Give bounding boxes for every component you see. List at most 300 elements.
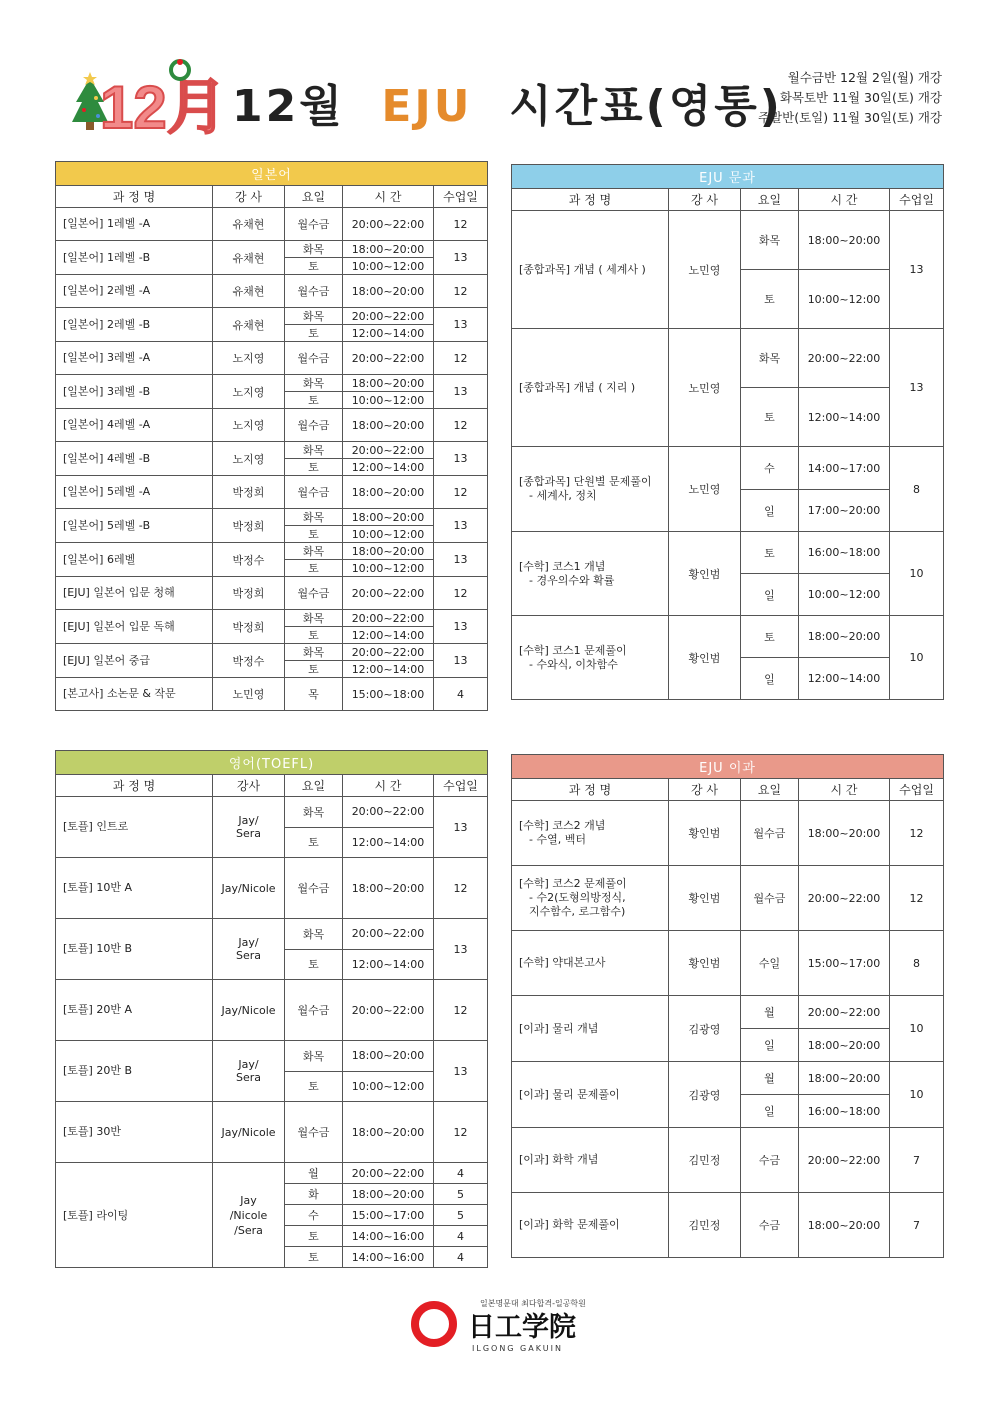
teacher: 황인범 <box>669 931 741 996</box>
class-days: 일 <box>741 1029 799 1062</box>
course-title: [수학] 코스1 개념 <box>519 559 606 573</box>
class-time: 12:00~14:00 <box>799 658 890 700</box>
table-row <box>512 616 944 658</box>
english-schedule-table <box>55 750 488 1268</box>
class-days: 화목 <box>741 211 799 270</box>
course-name <box>512 801 669 866</box>
class-time: 16:00~18:00 <box>799 1095 890 1128</box>
section-title: EJU 이과 <box>512 755 944 779</box>
class-count: 12 <box>434 409 488 442</box>
teacher: 김민정 <box>669 1128 741 1193</box>
course-subtitle: - 세계사, 정치 <box>529 489 597 502</box>
class-count: 12 <box>890 801 944 866</box>
class-count: 12 <box>890 866 944 931</box>
teacher: Jay/Nicole <box>213 858 285 919</box>
course-name <box>56 543 213 577</box>
course-name <box>56 308 213 342</box>
class-count: 12 <box>434 476 488 509</box>
class-time: 20:00~22:00 <box>343 208 434 241</box>
class-days: 수금 <box>741 1128 799 1193</box>
teacher: 박정희 <box>213 509 285 543</box>
class-time: 12:00~14:00 <box>343 627 434 644</box>
col-day: 요일 <box>285 186 343 208</box>
class-days: 수금 <box>741 1193 799 1258</box>
class-time: 20:00~22:00 <box>343 644 434 661</box>
class-time: 18:00~20:00 <box>799 211 890 270</box>
class-time: 10:00~12:00 <box>799 270 890 329</box>
class-count: 13 <box>434 241 488 275</box>
teacher: 노지영 <box>213 442 285 476</box>
class-days: 월수금 <box>285 577 343 610</box>
course-title: [이과] 화학 개념 <box>519 1153 599 1166</box>
class-count: 10 <box>890 1062 944 1128</box>
course-name <box>56 1102 213 1163</box>
table-row <box>512 211 944 270</box>
table-row <box>512 532 944 574</box>
col-teacher: 강 사 <box>213 186 285 208</box>
course-title: [수학] 코스2 문제풀이 <box>519 877 627 890</box>
class-days: 토 <box>285 827 343 858</box>
class-days: 월수금 <box>741 866 799 931</box>
table-row <box>56 919 488 950</box>
course-title: [본고사] 소논문 & 작문 <box>63 687 176 700</box>
course-name <box>512 329 669 447</box>
class-count: 8 <box>890 931 944 996</box>
class-time: 10:00~12:00 <box>343 526 434 543</box>
class-time: 20:00~22:00 <box>799 1128 890 1193</box>
class-days: 화목 <box>285 1041 343 1072</box>
course-title: [토플] 10반 B <box>63 942 132 955</box>
class-days: 화목 <box>285 797 343 828</box>
class-count: 12 <box>434 577 488 610</box>
class-days: 월수금 <box>741 801 799 866</box>
class-time: 12:00~14:00 <box>343 827 434 858</box>
col-count: 수업일 <box>890 779 944 801</box>
class-days: 일 <box>741 574 799 616</box>
course-name <box>512 931 669 996</box>
class-time: 18:00~20:00 <box>343 509 434 526</box>
course-name <box>56 442 213 476</box>
course-title: [일본어] 1레벨 -B <box>63 250 151 264</box>
teacher: 유채현 <box>213 208 285 241</box>
class-time: 20:00~22:00 <box>343 919 434 950</box>
col-time: 시 간 <box>799 189 890 211</box>
class-count: 7 <box>890 1193 944 1258</box>
class-days: 화목 <box>741 329 799 388</box>
course-title: [토플] 인트로 <box>63 820 129 833</box>
eju-liberal-schedule-table <box>511 164 944 700</box>
class-time: 20:00~22:00 <box>799 329 890 388</box>
course-title: [EJU] 일본어 입문 독해 <box>63 619 175 633</box>
teacher: Jay/ Sera <box>213 1041 285 1102</box>
course-name <box>512 616 669 700</box>
teacher: 노민영 <box>669 447 741 532</box>
class-time: 12:00~14:00 <box>343 325 434 342</box>
class-days: 화목 <box>285 644 343 661</box>
course-name <box>56 509 213 543</box>
teacher: 박정희 <box>213 610 285 644</box>
class-days: 화목 <box>285 919 343 950</box>
class-time: 18:00~20:00 <box>799 1062 890 1095</box>
class-days: 화목 <box>285 610 343 627</box>
class-days: 토 <box>741 388 799 447</box>
course-name <box>56 241 213 275</box>
course-title: [종합과목] 개념 ( 세계사 ) <box>519 262 646 276</box>
col-day: 요일 <box>285 775 343 797</box>
course-title: [종합과목] 단원별 문제풀이 <box>519 475 652 488</box>
course-title: [일본어] 5레벨 -A <box>63 485 151 498</box>
class-days: 토 <box>285 1071 343 1102</box>
class-time: 10:00~12:00 <box>343 392 434 409</box>
course-subtitle: - 경우의수와 확률 <box>529 573 615 587</box>
table-row <box>56 275 488 308</box>
teacher: Jay/ Sera <box>213 797 285 858</box>
class-days: 월수금 <box>285 342 343 375</box>
class-time: 14:00~17:00 <box>799 447 890 490</box>
class-time: 10:00~12:00 <box>343 258 434 275</box>
class-days: 화목 <box>285 308 343 325</box>
page-title: 12월 EJU 시간표(영통) <box>232 81 783 132</box>
teacher: 황인범 <box>669 801 741 866</box>
table-row <box>56 678 488 711</box>
table-row <box>512 329 944 388</box>
class-time: 20:00~22:00 <box>799 996 890 1029</box>
class-count: 12 <box>434 275 488 308</box>
class-time: 15:00~17:00 <box>343 1205 434 1226</box>
class-time: 18:00~20:00 <box>343 476 434 509</box>
col-day: 요일 <box>741 779 799 801</box>
class-time: 18:00~20:00 <box>343 858 434 919</box>
course-title: [일본어] 6레벨 <box>63 552 136 566</box>
class-days: 일 <box>741 1095 799 1128</box>
table-row <box>56 442 488 459</box>
teacher: 김광영 <box>669 996 741 1062</box>
teacher: 김민정 <box>669 1193 741 1258</box>
table-row <box>56 476 488 509</box>
class-days: 토 <box>285 459 343 476</box>
table-row <box>56 342 488 375</box>
course-title: [일본어] 4레벨 -B <box>63 451 151 465</box>
class-days: 화 <box>285 1184 343 1205</box>
class-days: 토 <box>285 258 343 275</box>
class-count: 13 <box>434 442 488 476</box>
course-title: [토플] 30반 <box>63 1125 121 1138</box>
course-name <box>56 610 213 644</box>
class-time: 12:00~14:00 <box>343 459 434 476</box>
course-title: [EJU] 일본어 중급 <box>63 653 150 667</box>
eju-science-schedule-table <box>511 754 944 1258</box>
class-time: 20:00~22:00 <box>343 797 434 828</box>
class-time: 18:00~20:00 <box>343 275 434 308</box>
course-name <box>56 342 213 375</box>
course-name <box>512 996 669 1062</box>
class-time: 18:00~20:00 <box>799 801 890 866</box>
class-time: 14:00~16:00 <box>343 1247 434 1268</box>
footer-tagline: 일본명문대 최다합격-일공학원 <box>480 1299 586 1308</box>
col-count: 수업일 <box>434 775 488 797</box>
class-count: 12 <box>434 208 488 241</box>
class-time: 20:00~22:00 <box>343 442 434 459</box>
table-row <box>56 644 488 661</box>
class-time: 18:00~20:00 <box>343 375 434 392</box>
table-row <box>56 797 488 828</box>
course-name <box>56 858 213 919</box>
course-name <box>56 577 213 610</box>
course-name: [토플] 라이팅 <box>56 1163 213 1268</box>
class-count: 13 <box>434 308 488 342</box>
teacher: 김광영 <box>669 1062 741 1128</box>
teacher: 박정수 <box>213 644 285 678</box>
teacher: 노민영 <box>213 678 285 711</box>
class-count: 13 <box>434 509 488 543</box>
class-count: 4 <box>434 1226 488 1247</box>
table-row <box>56 577 488 610</box>
course-title: [일본어] 2레벨 -B <box>63 317 151 331</box>
ilgong-logo <box>410 1296 590 1356</box>
course-title: [이과] 화학 문제풀이 <box>519 1218 620 1231</box>
class-days: 화목 <box>285 375 343 392</box>
table-row <box>512 996 944 1029</box>
section-title: EJU 문과 <box>512 165 944 189</box>
course-title: [일본어] 2레벨 -A <box>63 284 151 297</box>
class-time: 10:00~12:00 <box>343 1071 434 1102</box>
japanese-schedule-table <box>55 161 488 711</box>
class-days: 토 <box>285 560 343 577</box>
course-name <box>512 866 669 931</box>
class-time: 18:00~20:00 <box>343 409 434 442</box>
course-name <box>512 1193 669 1258</box>
course-name <box>56 1041 213 1102</box>
class-time: 18:00~20:00 <box>799 1029 890 1062</box>
class-days: 화목 <box>285 241 343 258</box>
table-row <box>56 375 488 392</box>
class-days: 토 <box>285 526 343 543</box>
teacher: 유채현 <box>213 241 285 275</box>
class-days: 월수금 <box>285 275 343 308</box>
class-time: 15:00~17:00 <box>799 931 890 996</box>
class-count: 12 <box>434 342 488 375</box>
class-days: 월수금 <box>285 1102 343 1163</box>
course-name <box>512 1128 669 1193</box>
teacher: Jay/Nicole <box>213 980 285 1041</box>
class-time: 20:00~22:00 <box>799 866 890 931</box>
class-time: 12:00~14:00 <box>343 661 434 678</box>
table-row <box>56 1163 488 1184</box>
section-title: 영어(TOEFL) <box>56 751 488 775</box>
course-title: [이과] 물리 개념 <box>519 1021 599 1035</box>
notice-line: 월수금반 12월 2일(월) 개강 <box>787 70 942 85</box>
course-name <box>56 797 213 858</box>
table-row <box>512 866 944 931</box>
class-days: 수일 <box>741 931 799 996</box>
class-days: 토 <box>285 1247 343 1268</box>
class-time: 18:00~20:00 <box>343 1102 434 1163</box>
course-title: [토플] 20반 A <box>63 1003 132 1016</box>
class-count: 12 <box>434 1102 488 1163</box>
teacher: 황인범 <box>669 616 741 700</box>
table-row <box>512 1128 944 1193</box>
class-count: 10 <box>890 616 944 700</box>
teacher: 황인범 <box>669 532 741 616</box>
class-time: 10:00~12:00 <box>343 560 434 577</box>
class-days: 수 <box>741 447 799 490</box>
class-time: 20:00~22:00 <box>343 1163 434 1184</box>
table-row <box>56 858 488 919</box>
class-time: 15:00~18:00 <box>343 678 434 711</box>
class-count: 13 <box>434 797 488 858</box>
course-name <box>56 375 213 409</box>
course-title: [토플] 10반 A <box>63 881 132 894</box>
table-row <box>56 1102 488 1163</box>
class-time: 17:00~20:00 <box>799 490 890 532</box>
class-days: 월 <box>741 1062 799 1095</box>
course-name <box>56 275 213 308</box>
table-row <box>512 1193 944 1258</box>
teacher: 노지영 <box>213 375 285 409</box>
col-time: 시 간 <box>343 775 434 797</box>
section-title: 일본어 <box>56 162 488 186</box>
teacher: Jay /Nicole /Sera <box>213 1163 285 1268</box>
teacher: 박정희 <box>213 476 285 509</box>
class-days: 월수금 <box>285 980 343 1041</box>
course-name <box>56 919 213 980</box>
class-time: 20:00~22:00 <box>343 980 434 1041</box>
class-days: 일 <box>741 490 799 532</box>
teacher: 황인범 <box>669 866 741 931</box>
teacher: 노민영 <box>669 211 741 329</box>
course-title: [일본어] 5레벨 -B <box>63 518 151 532</box>
col-course: 과 정 명 <box>512 779 669 801</box>
class-days: 토 <box>285 949 343 980</box>
class-count: 13 <box>434 543 488 577</box>
course-name <box>56 208 213 241</box>
class-days: 토 <box>285 392 343 409</box>
class-count: 5 <box>434 1184 488 1205</box>
course-name <box>56 644 213 678</box>
course-name <box>56 409 213 442</box>
class-count: 13 <box>434 375 488 409</box>
class-days: 토 <box>285 661 343 678</box>
class-time: 18:00~20:00 <box>799 616 890 658</box>
course-title: [수학] 약대본고사 <box>519 956 606 969</box>
class-days: 화목 <box>285 509 343 526</box>
teacher: 박정수 <box>213 543 285 577</box>
class-count: 13 <box>434 1041 488 1102</box>
class-time: 12:00~14:00 <box>343 949 434 980</box>
course-title: [일본어] 3레벨 -B <box>63 384 151 398</box>
table-row <box>56 610 488 627</box>
class-days: 토 <box>285 325 343 342</box>
course-title: [수학] 코스2 개념 <box>519 819 606 832</box>
course-name <box>56 980 213 1041</box>
table-row <box>512 447 944 490</box>
opening-notices <box>758 68 942 128</box>
footer-logo-text: 日工学院 <box>468 1312 576 1343</box>
class-time: 18:00~20:00 <box>343 241 434 258</box>
class-count: 7 <box>890 1128 944 1193</box>
table-row <box>512 801 944 866</box>
december-logo <box>72 58 227 141</box>
class-days: 토 <box>741 616 799 658</box>
class-time: 14:00~16:00 <box>343 1226 434 1247</box>
class-count: 10 <box>890 532 944 616</box>
class-count: 4 <box>434 678 488 711</box>
table-row <box>56 308 488 325</box>
class-time: 18:00~20:00 <box>799 1193 890 1258</box>
class-count: 13 <box>434 919 488 980</box>
class-days: 화목 <box>285 543 343 560</box>
col-teacher: 강사 <box>213 775 285 797</box>
class-days: 화목 <box>285 442 343 459</box>
class-count: 10 <box>890 996 944 1062</box>
course-name <box>512 1062 669 1128</box>
class-count: 12 <box>434 980 488 1041</box>
class-time: 20:00~22:00 <box>343 577 434 610</box>
class-days: 월 <box>285 1163 343 1184</box>
notice-line: 주말반(토일) 11월 30일(토) 개강 <box>758 110 942 125</box>
table-row <box>56 409 488 442</box>
col-count: 수업일 <box>434 186 488 208</box>
class-time: 20:00~22:00 <box>343 610 434 627</box>
class-days: 월수금 <box>285 208 343 241</box>
class-days: 월수금 <box>285 409 343 442</box>
course-name <box>56 678 213 711</box>
class-days: 월수금 <box>285 476 343 509</box>
teacher: 박정희 <box>213 577 285 610</box>
course-title: [토플] 20반 B <box>63 1064 132 1077</box>
class-days: 수 <box>285 1205 343 1226</box>
class-days: 토 <box>285 627 343 644</box>
class-count: 13 <box>434 610 488 644</box>
class-time: 18:00~20:00 <box>343 1041 434 1072</box>
class-time: 12:00~14:00 <box>799 388 890 447</box>
class-count: 8 <box>890 447 944 532</box>
class-count: 4 <box>434 1163 488 1184</box>
teacher: 유채현 <box>213 275 285 308</box>
table-row <box>56 1041 488 1072</box>
class-days: 월 <box>741 996 799 1029</box>
course-title: [일본어] 3레벨 -A <box>63 351 151 364</box>
teacher: 노민영 <box>669 329 741 447</box>
class-days: 목 <box>285 678 343 711</box>
course-subtitle: - 수2(도형의방정식, 지수함수, 로그함수) <box>529 891 626 918</box>
class-time: 10:00~12:00 <box>799 574 890 616</box>
table-row <box>56 543 488 560</box>
class-count: 13 <box>890 329 944 447</box>
col-time: 시 간 <box>343 186 434 208</box>
course-name <box>512 532 669 616</box>
class-time: 20:00~22:00 <box>343 342 434 375</box>
footer-romanized: ILGONG GAKUIN <box>472 1344 563 1353</box>
teacher: 유채현 <box>213 308 285 342</box>
class-count: 12 <box>434 858 488 919</box>
class-time: 16:00~18:00 <box>799 532 890 574</box>
teacher: 노지영 <box>213 342 285 375</box>
col-time: 시 간 <box>799 779 890 801</box>
course-title: [이과] 물리 문제풀이 <box>519 1087 620 1101</box>
course-subtitle: - 수와식, 이차함수 <box>529 657 618 671</box>
table-row <box>56 208 488 241</box>
course-name <box>512 211 669 329</box>
class-days: 토 <box>285 1226 343 1247</box>
teacher: Jay/ Sera <box>213 919 285 980</box>
course-name <box>512 447 669 532</box>
course-title: [일본어] 4레벨 -A <box>63 418 151 431</box>
col-teacher: 강 사 <box>669 779 741 801</box>
circle-logo-icon <box>415 1305 453 1343</box>
table-row <box>512 1062 944 1095</box>
class-time: 20:00~22:00 <box>343 308 434 325</box>
